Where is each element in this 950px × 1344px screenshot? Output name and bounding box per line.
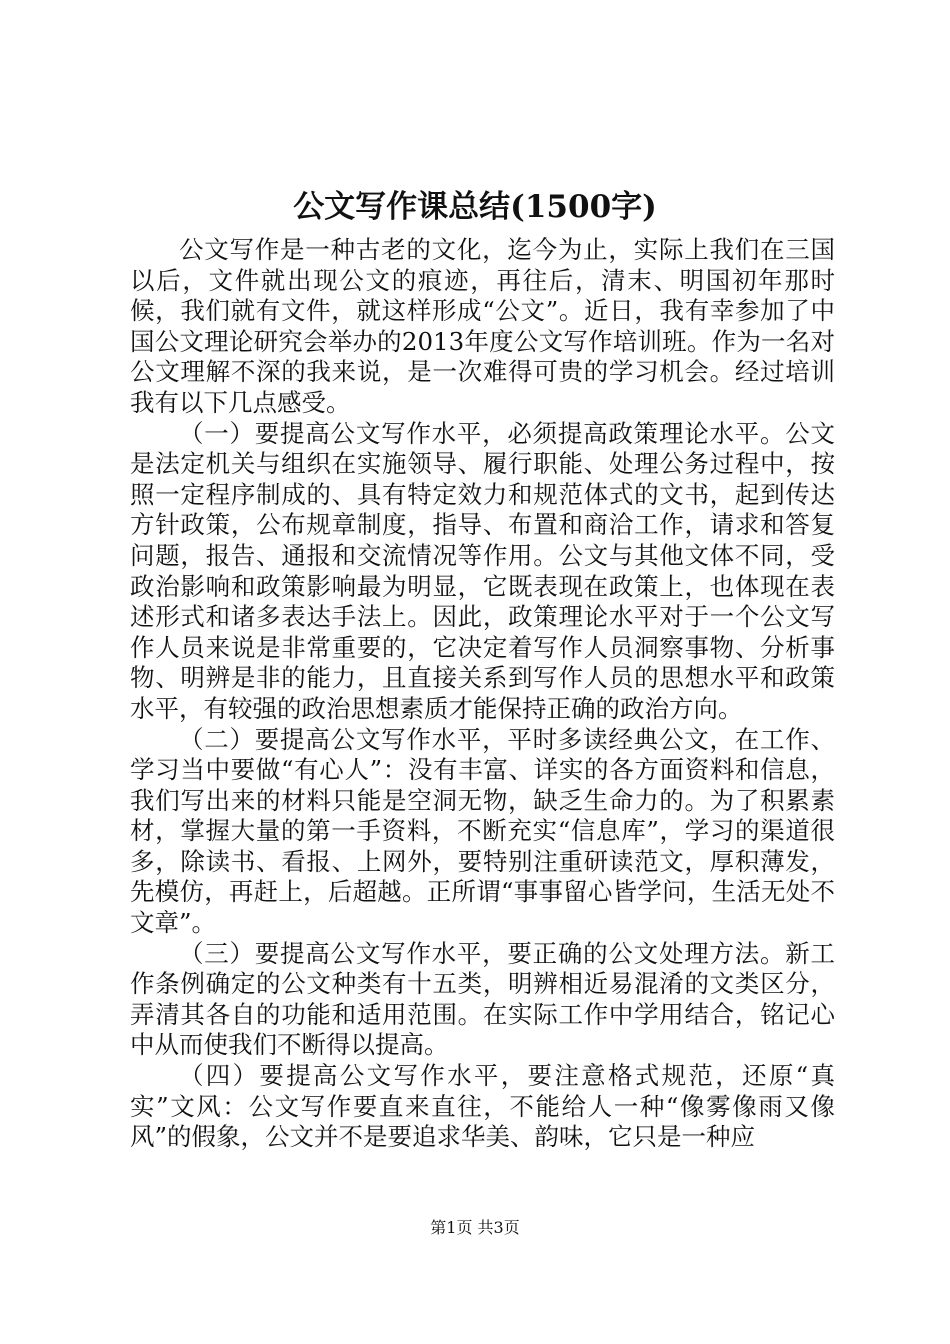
paragraph-point-4: （四）要提高公文写作水平，要注意格式规范，还原“真实”文风：公文写作要直来直往，不能给人一种“像雾像雨又像风”的假象，公文并不是要追求华美、韵味，它只是一种应 — [130, 1061, 835, 1152]
document-title: 公文写作课总结(1500字) — [293, 189, 657, 225]
page-number-footer: 第1页 共3页 — [430, 1218, 520, 1237]
paragraph-point-2: （二）要提高公文写作水平，平时多读经典公文，在工作、学习当中要做“有心人”：没有丰富、详实的各方面资料和信息，我们写出来的材料只能是空洞无物，缺乏生命力的。为了积累素材，掌握大量的第一手资料，不断充实“信息库”，学习的渠道很多，除读书、看报、上网外，要特别注重研读范文，厚积薄发，先模仿，再赶上，后超越。正所谓“事事留心皆学问，生活无处不文章”。 — [130, 724, 835, 938]
paragraph-point-3: （三）要提高公文写作水平，要正确的公文处理方法。新工作条例确定的公文种类有十五类，明辨相近易混淆的文类区分，弄清其各自的功能和适用范围。在实际工作中学用结合，铭记心中从而使我们不断得以提高。 — [130, 938, 835, 1060]
document-body — [130, 235, 835, 1153]
paragraph-intro: 公文写作是一种古老的文化，迄今为止，实际上我们在三国以后，文件就出现公文的痕迹，再往后，清末、明国初年那时候，我们就有文件，就这样形成“公文”。近日，我有幸参加了中国公文理论研究会举办的2013年度公文写作培训班。作为一名对公文理解不深的我来说，是一次难得可贵的学习机会。经过培训我有以下几点感受。 — [130, 235, 835, 417]
paragraph-point-1: （一）要提高公文写作水平，必须提高政策理论水平。公文是法定机关与组织在实施领导、履行职能、处理公务过程中，按照一定程序制成的、具有特定效力和规范体式的文书，起到传达方针政策，公布规章制度，指导、布置和商洽工作，请求和答复问题，报告、通报和交流情况等作用。公文与其他文体不同，受政治影响和政策影响最为明显，它既表现在政策上，也体现在表述形式和诸多表达手法上。因此，政策理论水平对于一个公文写作人员来说是非常重要的，它决定着写作人员洞察事物、分析事物、明辨是非的能力，且直接关系到写作人员的思想水平和政策水平，有较强的政治思想素质才能保持正确的政治方向。 — [130, 418, 835, 723]
